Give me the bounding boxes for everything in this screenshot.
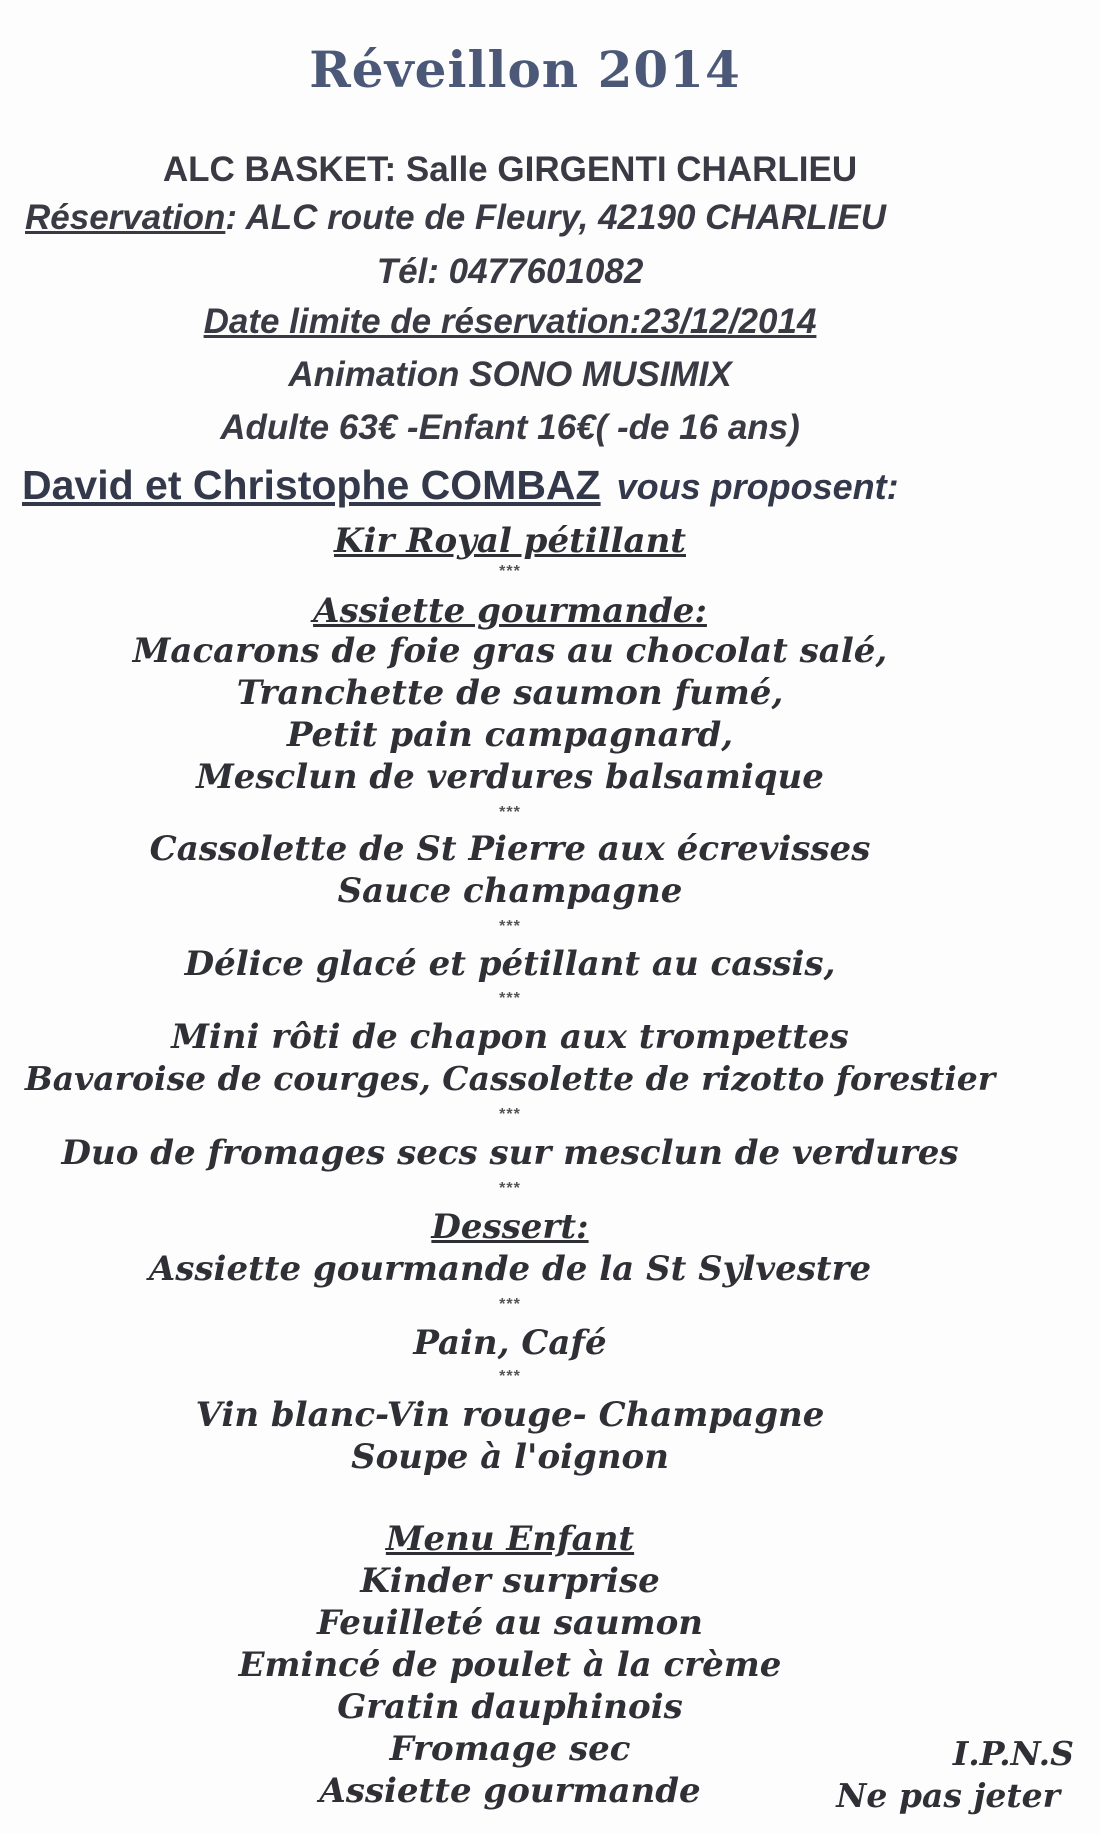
- separator: ***: [499, 1368, 521, 1385]
- venue-line: ALC BASKET: Salle GIRGENTI CHARLIEU: [162, 150, 858, 189]
- drinks: Vin blanc-Vin rouge- Champagne: [195, 1395, 825, 1435]
- dessert-heading: Dessert:: [431, 1207, 589, 1247]
- starter-heading: Assiette gourmande:: [313, 591, 707, 631]
- ipns-mark: I.P.N.S: [952, 1734, 1074, 1773]
- host-names: David et Christophe COMBAZ: [22, 462, 601, 508]
- deadline-wrapper: [0, 302, 1020, 342]
- kids-menu-item: Gratin dauphinois: [337, 1687, 683, 1727]
- aperitif: Kir Royal pétillant: [333, 521, 686, 561]
- starter-item: Tranchette de saumon fumé,: [236, 673, 784, 713]
- starter-item: Mesclun de verdures balsamique: [196, 757, 824, 797]
- separator: ***: [499, 1180, 521, 1197]
- reservation-label: Réservation: [25, 198, 226, 237]
- kids-menu-item: Feuilleté au saumon: [316, 1603, 704, 1643]
- onion-soup: Soupe à l'oignon: [351, 1437, 669, 1477]
- cheese-course: Duo de fromages secs sur mesclun de verdures: [61, 1133, 959, 1173]
- separator: ***: [499, 1106, 521, 1123]
- separator: ***: [499, 918, 521, 935]
- reservation-address: : ALC route de Fleury, 42190 CHARLIEU: [225, 198, 886, 237]
- dessert-course: Assiette gourmande de la St Sylvestre: [148, 1249, 872, 1289]
- hosts-propose: vous proposent:: [616, 466, 899, 507]
- kids-menu-item: Emincé de poulet à la crème: [238, 1645, 782, 1685]
- starter-item: Macarons de foie gras au chocolat salé,: [132, 631, 888, 671]
- main-course: Mini rôti de chapon aux trompettes: [171, 1017, 849, 1057]
- page-title: Réveillon 2014: [309, 40, 741, 99]
- starter-item: Petit pain campagnard,: [286, 715, 734, 755]
- fish-course: Cassolette de St Pierre aux écrevisses: [149, 829, 871, 869]
- kids-menu-item: Assiette gourmande: [319, 1771, 701, 1811]
- separator: ***: [499, 563, 521, 580]
- kids-menu-item: Kinder surprise: [360, 1561, 660, 1601]
- prices-line: Adulte 63€ -Enfant 16€( -de 16 ans): [220, 408, 800, 447]
- hosts-line: [22, 462, 1082, 509]
- do-not-discard-notice: Ne pas jeter: [836, 1776, 1060, 1815]
- reservation-line: [25, 198, 1025, 238]
- fish-sauce: Sauce champagne: [337, 871, 683, 911]
- main-sides: Bavaroise de courges, Cassolette de rizotto forestier: [24, 1059, 996, 1098]
- phone-line: Tél: 0477601082: [376, 252, 644, 291]
- kids-menu-item: Fromage sec: [389, 1729, 631, 1769]
- kids-menu-heading: Menu Enfant: [385, 1519, 635, 1559]
- separator: ***: [499, 990, 521, 1007]
- separator: ***: [499, 804, 521, 821]
- deadline-line: Date limite de réservation:23/12/2014: [203, 302, 817, 341]
- bread-coffee: Pain, Café: [413, 1323, 607, 1363]
- separator: ***: [499, 1296, 521, 1313]
- animation-line: Animation SONO MUSIMIX: [288, 355, 732, 394]
- sorbet-course: Délice glacé et pétillant au cassis,: [184, 944, 836, 984]
